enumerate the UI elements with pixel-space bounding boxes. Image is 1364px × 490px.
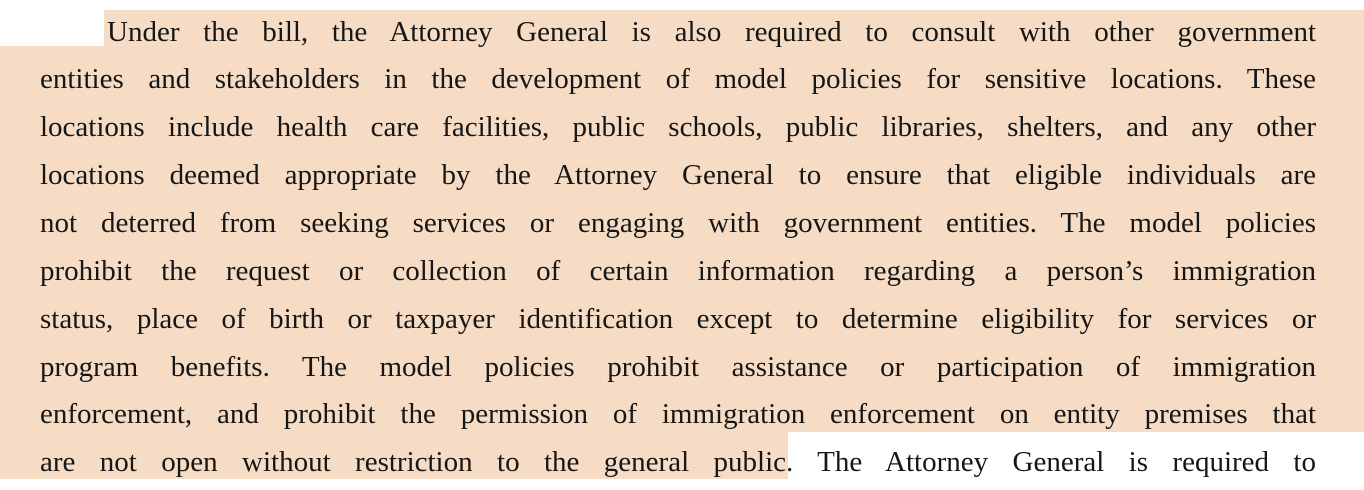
paragraph-line: locations deemed appropriate by the Attorney General to ensure that eligible individuals are (40, 159, 1316, 191)
paragraph-line: entities and stakeholders in the development of model policies for sensitive locations. These (40, 63, 1316, 95)
paragraph-line: locations include health care facilities, public schools, public libraries, shelters, and any other (40, 111, 1316, 143)
paragraph-line: prohibit the request or collection of certain information regarding a person’s immigration (40, 255, 1316, 287)
paragraph-line: status, place of birth or taxpayer identification except to determine eligibility for services or (40, 303, 1316, 335)
paragraph-line: program benefits. The model policies prohibit assistance or participation of immigration (40, 351, 1316, 383)
paragraph-line: Under the bill, the Attorney General is also required to consult with other government (107, 16, 1316, 48)
paragraph-line: are not open without restriction to the general public. The Attorney General is required to (40, 446, 1316, 478)
paragraph-line: not deterred from seeking services or engaging with government entities. The model policies (40, 207, 1316, 239)
paragraph-line: enforcement, and prohibit the permission of immigration enforcement on entity premises that (40, 398, 1316, 430)
